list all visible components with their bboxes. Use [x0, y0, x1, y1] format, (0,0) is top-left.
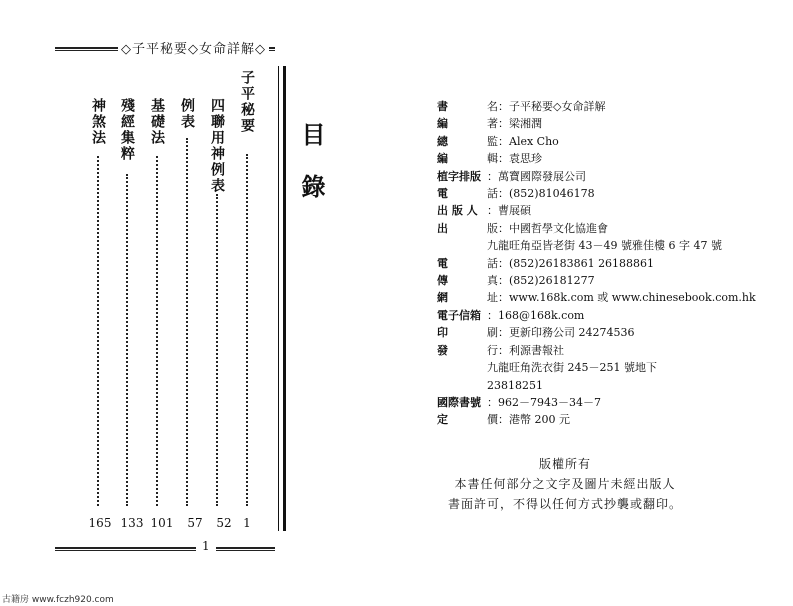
toc-entry-page: 165 — [88, 516, 112, 530]
toc-leader-dots — [156, 156, 158, 506]
info-label: 發 — [437, 343, 448, 357]
rights-notice — [440, 454, 690, 514]
toc-divider-thick — [283, 66, 286, 531]
info-label: 傳 — [437, 274, 448, 288]
rights-line: 本書任何部分之文字及圖片未經出版人 — [454, 477, 676, 491]
toc-leader-dots — [186, 138, 188, 506]
toc-entry-page: 133 — [120, 516, 144, 530]
toc-leader-dots — [216, 194, 218, 506]
info-label: 植字排版 — [437, 169, 481, 183]
toc-entry-page: 52 — [216, 516, 232, 530]
info-row — [437, 377, 756, 394]
info-value: 真：(852)26181277 — [487, 274, 595, 288]
info-value: 九龍旺角洗衣街 245－251 號地下 — [487, 361, 657, 375]
info-row — [437, 289, 756, 306]
info-value: 價：港幣 200 元 — [487, 413, 570, 427]
info-label: 編 — [437, 152, 448, 166]
toc-leader-dots — [97, 156, 99, 506]
info-label: 書 — [437, 100, 448, 113]
toc-entry-page: 57 — [187, 516, 203, 530]
toc-entry — [177, 98, 197, 558]
toc-entry — [117, 98, 137, 558]
info-row — [437, 185, 756, 202]
info-label: 總 — [437, 134, 448, 148]
info-row — [437, 255, 756, 272]
info-label: 出 — [437, 221, 448, 235]
info-value: 23818251 — [487, 378, 543, 392]
info-value: 址：www.168k.com 或 www.chinesebook.com.hk — [487, 291, 756, 305]
footer-rule-thin — [55, 550, 275, 551]
rights-line: 書面許可，不得以任何方式抄襲或翻印。 — [447, 497, 682, 511]
toc-entry-title: 殘經集粹 — [119, 98, 135, 162]
toc-entry — [147, 98, 167, 558]
copyright-info — [437, 98, 756, 429]
toc-entry-title: 子平秘要 — [239, 70, 255, 134]
rights-title: 版權所有 — [538, 457, 591, 471]
info-value: 輯：袁思珍 — [487, 152, 542, 166]
footer-rule — [55, 547, 275, 549]
info-label: 編 — [437, 117, 448, 131]
info-value: 話：(852)26183861 26188861 — [487, 256, 655, 270]
info-row — [437, 394, 756, 411]
toc-entry — [237, 70, 257, 530]
info-row — [437, 168, 756, 185]
info-row — [437, 202, 756, 219]
info-row — [437, 342, 756, 359]
toc-entry-title: 四聯用神例表 — [209, 98, 225, 194]
info-value: 名：子平秘要◇女命詳解 — [487, 100, 606, 113]
toc-entry-page: 101 — [150, 516, 174, 530]
info-label: 電 — [437, 187, 448, 201]
info-label: 網 — [437, 291, 448, 305]
info-row — [437, 115, 756, 132]
toc-entry-title: 基礎法 — [149, 98, 165, 146]
info-row — [437, 98, 756, 115]
info-value: 監：Alex Cho — [487, 134, 559, 148]
info-row — [437, 359, 756, 376]
toc-leader-dots — [246, 154, 248, 506]
info-label — [437, 359, 487, 376]
toc-entry-page: 1 — [243, 516, 251, 530]
info-label: 國際書號 — [437, 395, 481, 409]
info-label: 電 — [437, 256, 448, 270]
info-value: ：962－7943－34－7 — [487, 395, 601, 409]
info-value: 刷：更新印務公司 24274536 — [487, 326, 635, 340]
info-row — [437, 237, 756, 254]
info-row — [437, 411, 756, 428]
info-row — [437, 307, 756, 324]
toc-entry — [88, 98, 108, 558]
info-row — [437, 133, 756, 150]
toc-heading: 目錄 — [297, 122, 326, 226]
info-value: 行：利源書報社 — [487, 343, 564, 357]
running-header: ◇子平秘要◇女命詳解◇ — [118, 38, 269, 57]
info-value: ：168@168k.com — [487, 308, 585, 322]
watermark-text: 古籍房 www.fczh920.com — [2, 595, 114, 605]
info-row — [437, 220, 756, 237]
info-value: 著：梁湘潤 — [487, 117, 542, 131]
toc-entry-title: 神煞法 — [90, 98, 106, 146]
info-row — [437, 272, 756, 289]
info-label — [437, 237, 487, 254]
toc-entry — [207, 98, 227, 558]
toc-entry-title: 例表 — [179, 98, 195, 130]
info-label: 出 版 人 — [437, 204, 478, 218]
info-label: 電子信箱 — [437, 308, 481, 322]
info-value: ：萬寶國際發展公司 — [487, 169, 586, 183]
info-label — [437, 377, 487, 394]
toc-leader-dots — [126, 174, 128, 506]
info-value: 版：中國哲學文化協進會 — [487, 221, 608, 235]
info-row — [437, 324, 756, 341]
info-row — [437, 150, 756, 167]
info-value: 話：(852)81046178 — [487, 187, 595, 201]
info-label: 印 — [437, 326, 448, 340]
info-value: 九龍旺角亞皆老街 43－49 號雅佳樓 6 字 47 號 — [487, 239, 722, 253]
toc-divider-thin — [278, 66, 279, 531]
info-value: ：曹展碩 — [487, 204, 531, 218]
info-label: 定 — [437, 413, 448, 427]
page-number: 1 — [196, 539, 216, 553]
